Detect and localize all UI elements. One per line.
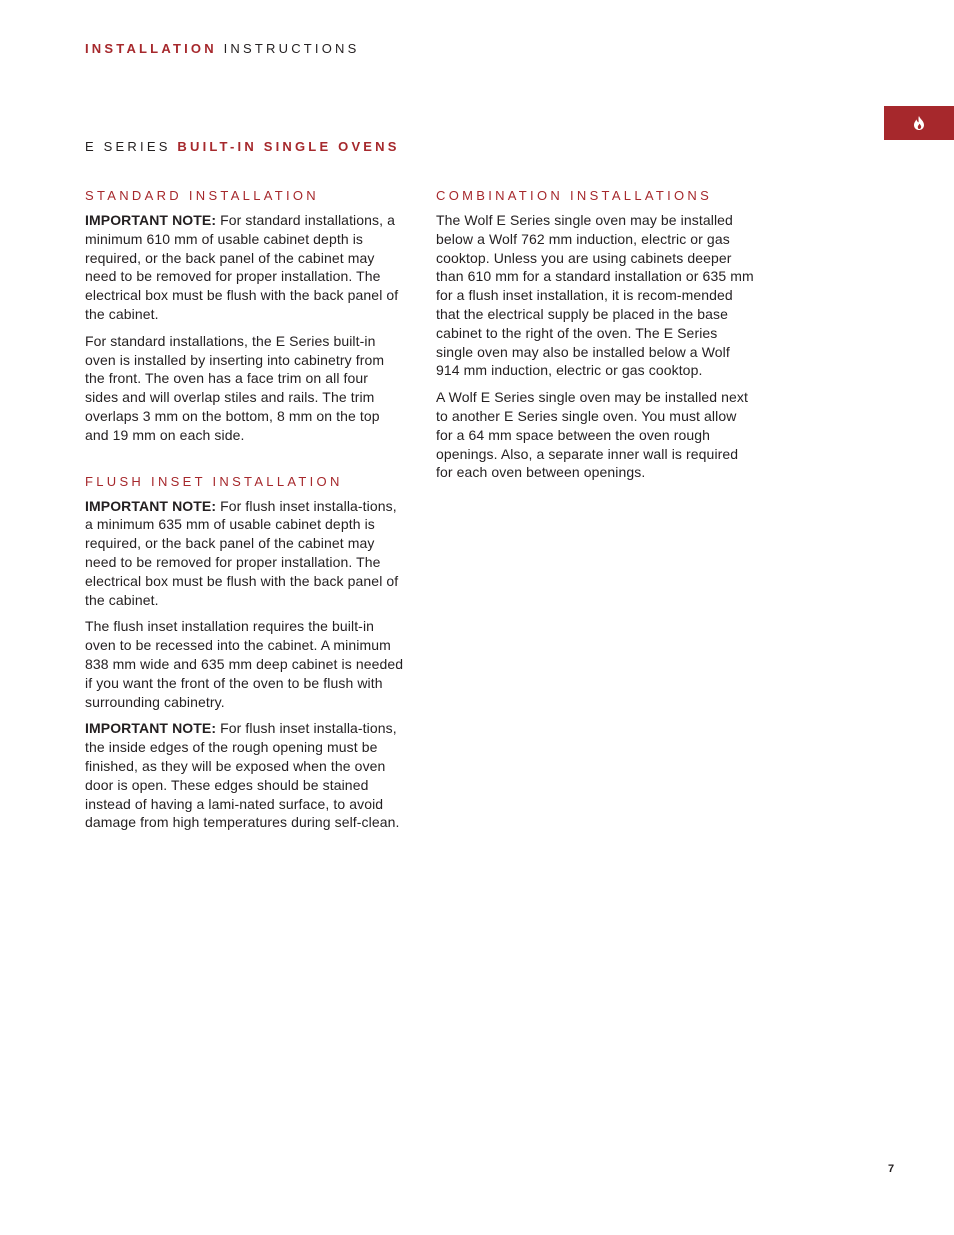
running-header bbox=[85, 41, 360, 56]
combination-heading: COMBINATION INSTALLATIONS bbox=[436, 188, 713, 203]
important-note-label: IMPORTANT NOTE: bbox=[85, 720, 217, 737]
combination-paragraph-1: The Wolf E Series single oven may be installed below a Wolf 762 mm induction, electric or gas cooktop. Unless you are using cabinets deeper than 610 mm for a standard installation or 635 mm for a flush inset installation, it is recom-mended that the electrical supply be placed in the base cabinet to the right of the oven. The E Series single oven may also be installed below a Wolf 914 mm induction, electric or gas cooktop. bbox=[436, 212, 754, 379]
important-note-label: IMPORTANT NOTE: bbox=[85, 212, 217, 228]
right-column bbox=[436, 188, 756, 490]
standard-note-text: For standard installations, a minimum 610 mm of usable cabinet depth is required, or the back panel of the cabinet may need to be removed for proper installation. The electrical box must be flush with the back panel of the cabinet. bbox=[85, 212, 399, 322]
page-number: 7 bbox=[888, 1163, 895, 1175]
series-title bbox=[85, 139, 400, 154]
section-tab bbox=[884, 106, 954, 140]
flush-inset-heading: FLUSH INSET INSTALLATION bbox=[85, 473, 343, 489]
series-name: BUILT-IN SINGLE OVENS bbox=[177, 139, 400, 154]
flush-description: The flush inset installation requires the built-in oven to be recessed into the cabinet. A minimum 838 mm wide and 635 mm deep cabinet is needed if you want the front of the oven to be flush with surrounding cabinetry. bbox=[85, 618, 404, 710]
flush-note-text: For flush inset installa-tions, a minimum 635 mm of usable cabinet depth is required, or the back panel of the cabinet may need to be removed for proper installation. The electrical box must be flush with the back panel of the cabinet. bbox=[85, 497, 399, 608]
flush-note-2 bbox=[85, 719, 405, 832]
important-note-label: IMPORTANT NOTE: bbox=[85, 497, 217, 514]
standard-note bbox=[85, 211, 405, 324]
left-column bbox=[85, 188, 405, 840]
header-normal: INSTRUCTIONS bbox=[223, 41, 360, 56]
standard-description: For standard installations, the E Series built-in oven is installed by inserting into cabinetry from the front. The oven has a face trim on all four sides and will overlap stiles and rails. The trim overlaps 3 mm on the bottom, 8 mm on the top and 19 mm on each side. bbox=[85, 332, 385, 443]
flame-icon bbox=[913, 116, 925, 130]
header-bold: INSTALLATION bbox=[85, 41, 217, 56]
series-prefix: E SERIES bbox=[85, 139, 171, 154]
combination-paragraph-2: A Wolf E Series single oven may be installed next to another E Series single oven. You must allow for a 64 mm space between the oven rough openings. Also, a separate inner wall is required for each oven between openings. bbox=[436, 389, 749, 481]
flush-note bbox=[85, 497, 405, 610]
flush-note-2-text: For flush inset installa-tions, the inside edges of the rough opening must be finished, as they will be exposed when the oven door is open. These edges should be stained instead of having a lami-nated surface, to avoid damage from high temperatures during self-clean. bbox=[85, 720, 400, 831]
standard-installation-heading: STANDARD INSTALLATION bbox=[85, 188, 319, 203]
